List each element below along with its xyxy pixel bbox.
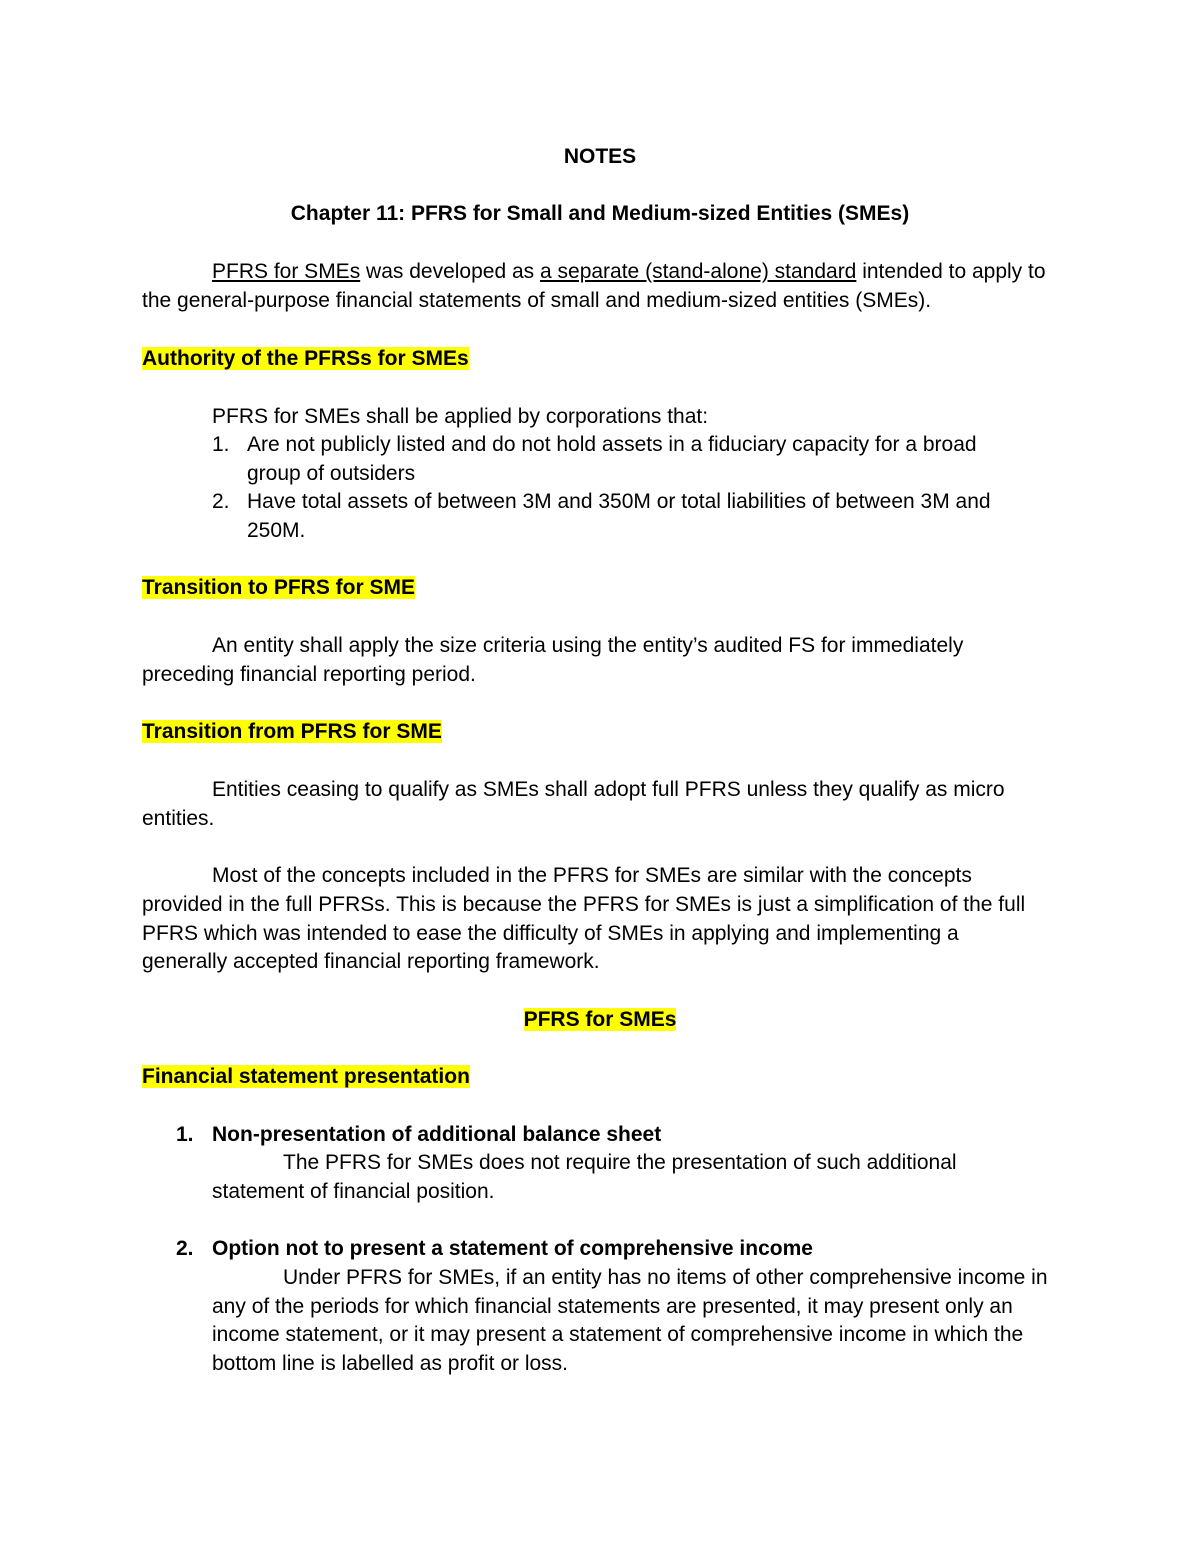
fs-presentation-heading-text: Financial statement presentation bbox=[142, 1065, 470, 1088]
authority-item-line: group of outsiders bbox=[247, 462, 416, 485]
transition-from-line-1: Entities ceasing to qualify as SMEs shall adopt full PFRS unless they qualify as micro bbox=[212, 778, 1005, 801]
intro-tail: intended to apply to bbox=[856, 260, 1046, 283]
fs-item-number: 2. bbox=[176, 1237, 194, 1260]
intro-mid: was developed as bbox=[360, 260, 540, 283]
fs-item-title: Option not to present a statement of comprehensive income bbox=[212, 1237, 813, 1260]
fs-item-line: statement of financial position. bbox=[212, 1180, 495, 1203]
authority-item-line: 250M. bbox=[247, 519, 306, 542]
transition-from-heading-text: Transition from PFRS for SME bbox=[142, 720, 442, 743]
intro-emphasis: a separate (stand-alone) standard bbox=[540, 260, 857, 283]
fs-item-line: income statement, or it may present a statement of comprehensive income in which the bbox=[212, 1323, 1024, 1346]
fs-item-line: Under PFRS for SMEs, if an entity has no items of other comprehensive income in bbox=[283, 1266, 1048, 1289]
authority-item-number: 2. bbox=[212, 490, 230, 513]
fs-item-line: any of the periods for which financial statements are presented, it may present only an bbox=[212, 1295, 1013, 1318]
fs-presentation-heading bbox=[142, 1063, 470, 1091]
authority-item-line: Have total assets of between 3M and 350M or total liabilities of between 3M and bbox=[247, 490, 991, 513]
concepts-line: PFRS which was intended to ease the difficulty of SMEs in applying and implementing a bbox=[142, 922, 959, 945]
authority-heading-text: Authority of the PFRSs for SMEs bbox=[142, 347, 469, 370]
transition-to-line-2: preceding financial reporting period. bbox=[142, 663, 476, 686]
fs-item-line: bottom line is labelled as profit or loss. bbox=[212, 1352, 569, 1375]
concepts-line: provided in the full PFRSs. This is because the PFRS for SMEs is just a simplification of the full bbox=[142, 893, 1026, 916]
intro-line-1 bbox=[212, 258, 1046, 286]
transition-from-line-2: entities. bbox=[142, 807, 215, 830]
chapter-title: Chapter 11: PFRS for Small and Medium-sized Entities (SMEs) bbox=[290, 202, 910, 225]
fs-item-number: 1. bbox=[176, 1123, 194, 1146]
transition-from-heading bbox=[142, 718, 442, 746]
page-title: NOTES bbox=[563, 145, 637, 168]
intro-line-2: the general-purpose financial statements of small and medium-sized entities (SMEs). bbox=[142, 289, 932, 312]
transition-to-line-1: An entity shall apply the size criteria using the entity’s audited FS for immediately bbox=[212, 634, 964, 657]
section-title bbox=[0, 1006, 1200, 1034]
transition-to-heading bbox=[142, 574, 415, 602]
authority-item-line: Are not publicly listed and do not hold assets in a fiduciary capacity for a broad bbox=[247, 433, 977, 456]
section-title-text: PFRS for SMEs bbox=[523, 1008, 677, 1031]
intro-subject: PFRS for SMEs bbox=[212, 260, 361, 283]
fs-item-title: Non-presentation of additional balance sheet bbox=[212, 1123, 662, 1146]
concepts-line: generally accepted financial reporting framework. bbox=[142, 950, 600, 973]
authority-lead: PFRS for SMEs shall be applied by corporations that: bbox=[212, 405, 709, 428]
concepts-line: Most of the concepts included in the PFRS for SMEs are similar with the concepts bbox=[212, 864, 972, 887]
authority-heading bbox=[142, 345, 469, 373]
authority-item-number: 1. bbox=[212, 433, 230, 456]
fs-item-line: The PFRS for SMEs does not require the presentation of such additional bbox=[283, 1151, 957, 1174]
transition-to-heading-text: Transition to PFRS for SME bbox=[142, 576, 416, 599]
